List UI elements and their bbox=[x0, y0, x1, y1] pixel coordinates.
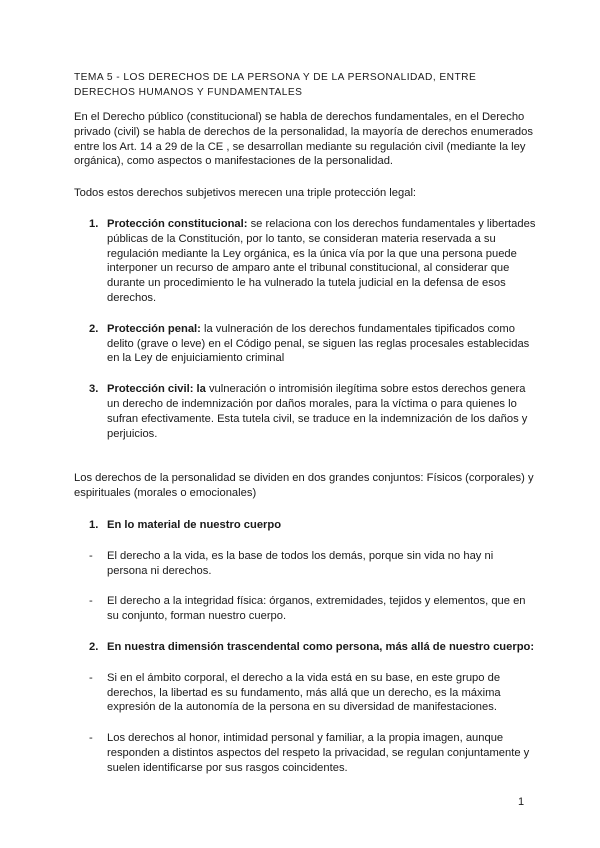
page-number: 1 bbox=[518, 796, 525, 808]
list-item-text: Los derechos al honor, intimidad personal y familiar, a la propia imagen, aunque responden a distintos aspectos del respeto la privacidad, se regulan conjuntamente y suelen identificarse por sus rasgos coincidentes. bbox=[107, 732, 530, 774]
document-title: TEMA 5 - LOS DERECHOS DE LA PERSONA Y DE LA PERSONALIDAD, ENTRE DERECHOS HUMANOS Y FUNDAMENTALES bbox=[74, 72, 477, 98]
dash-bullet: - bbox=[89, 671, 93, 684]
list-item-heading: Protección constitucional: bbox=[107, 217, 248, 230]
list-item-heading: Protección civil: la bbox=[107, 383, 206, 396]
document-page bbox=[74, 70, 536, 792]
list-number: 3. bbox=[89, 383, 99, 396]
dash-bullet: - bbox=[89, 732, 93, 745]
list-item-heading: Protección penal: bbox=[107, 322, 201, 335]
intro-paragraph: En el Derecho público (constitucional) se habla de derechos fundamentales, en el Derecho privado (civil) se habla de derechos de la personalidad, la mayoría de derechos enumerados entre los Art. 14 a 29 de la CE , se desarrollan mediante su regulación civil (mediante la ley orgánica), como aspectos o manifestaciones de la personalidad. bbox=[74, 111, 533, 168]
list-item-text: se relaciona con los derechos fundamentales y libertades públicas de la Constitución, por lo tanto, se consideran materia reservada a su regulación mediante la Ley orgánica, es la única vía por la que una persona puede interponer un recurso de amparo ante el tribunal constitucional, al considerar que durante un procedimiento le ha vulnerado la tutela judicial en la defensa de esos derechos. bbox=[107, 217, 536, 304]
list-number: 1. bbox=[89, 217, 99, 230]
list-item bbox=[74, 671, 536, 715]
section-heading-text: En lo material de nuestro cuerpo bbox=[107, 518, 282, 531]
list-item-text: vulneración o intromisión ilegítima sobre estos derechos genera un derecho de indemnización por daños morales, para la víctima o para quienes lo sufran efectivamente. Esta tutela civil, se traduce en la indemnización de los daños y perjuicios. bbox=[107, 383, 528, 440]
list-item-text: El derecho a la vida, es la base de todos los demás, porque sin vida no hay ni persona ni derechos. bbox=[107, 549, 494, 577]
list-number: 2. bbox=[89, 322, 99, 335]
physical-rights-list bbox=[74, 549, 536, 624]
section-heading-text: En nuestra dimensión trascendental como persona, más allá de nuestro cuerpo: bbox=[107, 640, 535, 653]
classification-paragraph: Los derechos de la personalidad se dividen en dos grandes conjuntos: Físicos (corporales) y espirituales (morales o emocionales) bbox=[74, 472, 534, 500]
spiritual-rights-list bbox=[74, 671, 536, 776]
protection-list bbox=[74, 217, 536, 441]
list-item bbox=[74, 549, 536, 579]
protection-intro-paragraph: Todos estos derechos subjetivos merecen una triple protección legal: bbox=[74, 187, 417, 200]
dash-bullet: - bbox=[89, 595, 93, 608]
list-item bbox=[74, 731, 536, 775]
list-item-text: El derecho a la integridad física: órganos, extremidades, tejidos y elementos, que en su conjunto, forman nuestro cuerpo. bbox=[107, 595, 526, 623]
list-item bbox=[74, 322, 536, 366]
list-item bbox=[74, 594, 536, 624]
list-number: 1. bbox=[89, 518, 99, 531]
dash-bullet: - bbox=[89, 549, 93, 562]
list-item-text: la vulneración de los derechos fundamentales tipificados como delito (grave o leve) en el Código penal, se siguen las reglas procesales establecidas en la Ley de enjuiciamiento criminal bbox=[107, 322, 530, 365]
list-item bbox=[74, 217, 536, 306]
section-heading-physical bbox=[74, 518, 536, 533]
list-item bbox=[74, 382, 536, 441]
list-number: 2. bbox=[89, 640, 99, 653]
section-heading-spiritual bbox=[74, 640, 536, 655]
list-item-text: Si en el ámbito corporal, el derecho a la vida está en su base, en este grupo de derechos, la libertad es su fundamento, más allá que un derecho, es la máxima expresión de la autonomía de la persona en su diversidad de manifestaciones. bbox=[107, 671, 501, 714]
